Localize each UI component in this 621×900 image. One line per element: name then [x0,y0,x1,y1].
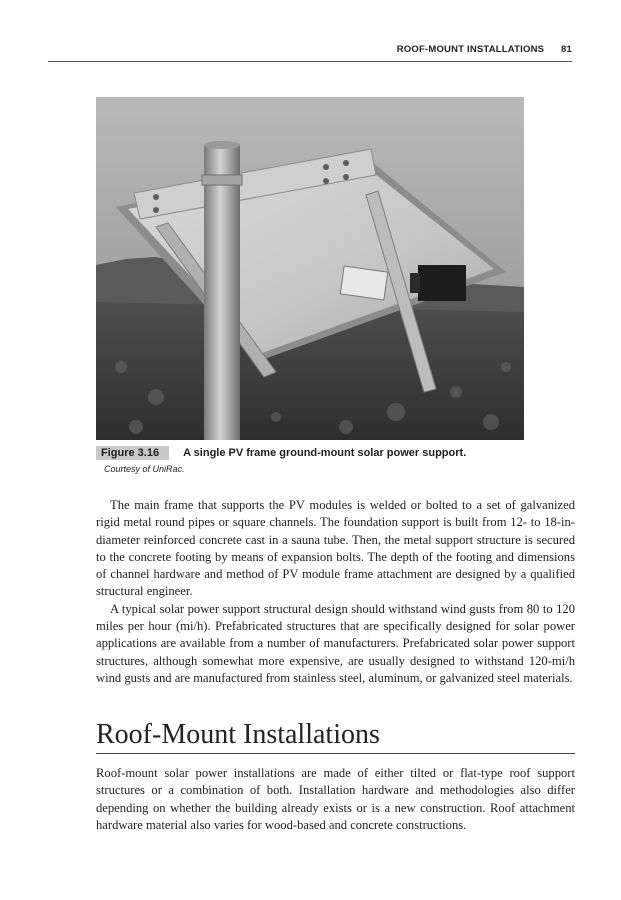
figure-photo [96,97,524,440]
paragraph: Roof-mount solar power installations are made of either tilted or flat-type roof support structures or a combination of both. Installation hardware and methodologies also differ depending on whether the building already exists or is a new construction. Roof attachment hardware material also varies for wood-based and concrete constructions. [96,766,575,832]
body-text [96,497,575,687]
figure-caption [96,446,576,474]
running-header [48,44,572,62]
running-header-section-title: ROOF-MOUNT INSTALLATIONS [396,44,545,55]
page-number: 81 [561,44,572,55]
figure-caption-text: A single PV frame ground-mount solar power support. [183,447,467,459]
section-text [96,765,575,834]
junction-box [418,265,466,301]
figure-credit: Courtesy of UniRac. [104,464,185,474]
figure-label: Figure 3.16 [96,446,169,460]
pv-ground-mount-photo [96,97,524,440]
support-pole [204,145,240,440]
paragraph: A typical solar power support structural design should withstand wind gusts from 80 to 120 miles per hour (mi/h). Prefabricated structures that are specifically designed for solar power applications are available from a number of manufacturers. Prefabricated solar power support structures, although somewhat more expensive, are usually designed to withstand 120-mi/h wind gusts and are manufactured from stainless steel, aluminum, or galvanized steel materials. [96,601,575,685]
paragraph: The main frame that supports the PV modules is welded or bolted to a set of galvanized rigid metal round pipes or square channels. The foundation support is built from 12- to 18-in-diameter reinforced concrete cast in a sauna tube. Then, the metal support structure is secured to the concrete footing by means of expansion bolts. The depth of the footing and dimensions of channel hardware and method of PV module frame attachment are designed by a qualified structural engineer. [96,498,575,599]
section-heading: Roof-Mount Installations [96,718,575,754]
